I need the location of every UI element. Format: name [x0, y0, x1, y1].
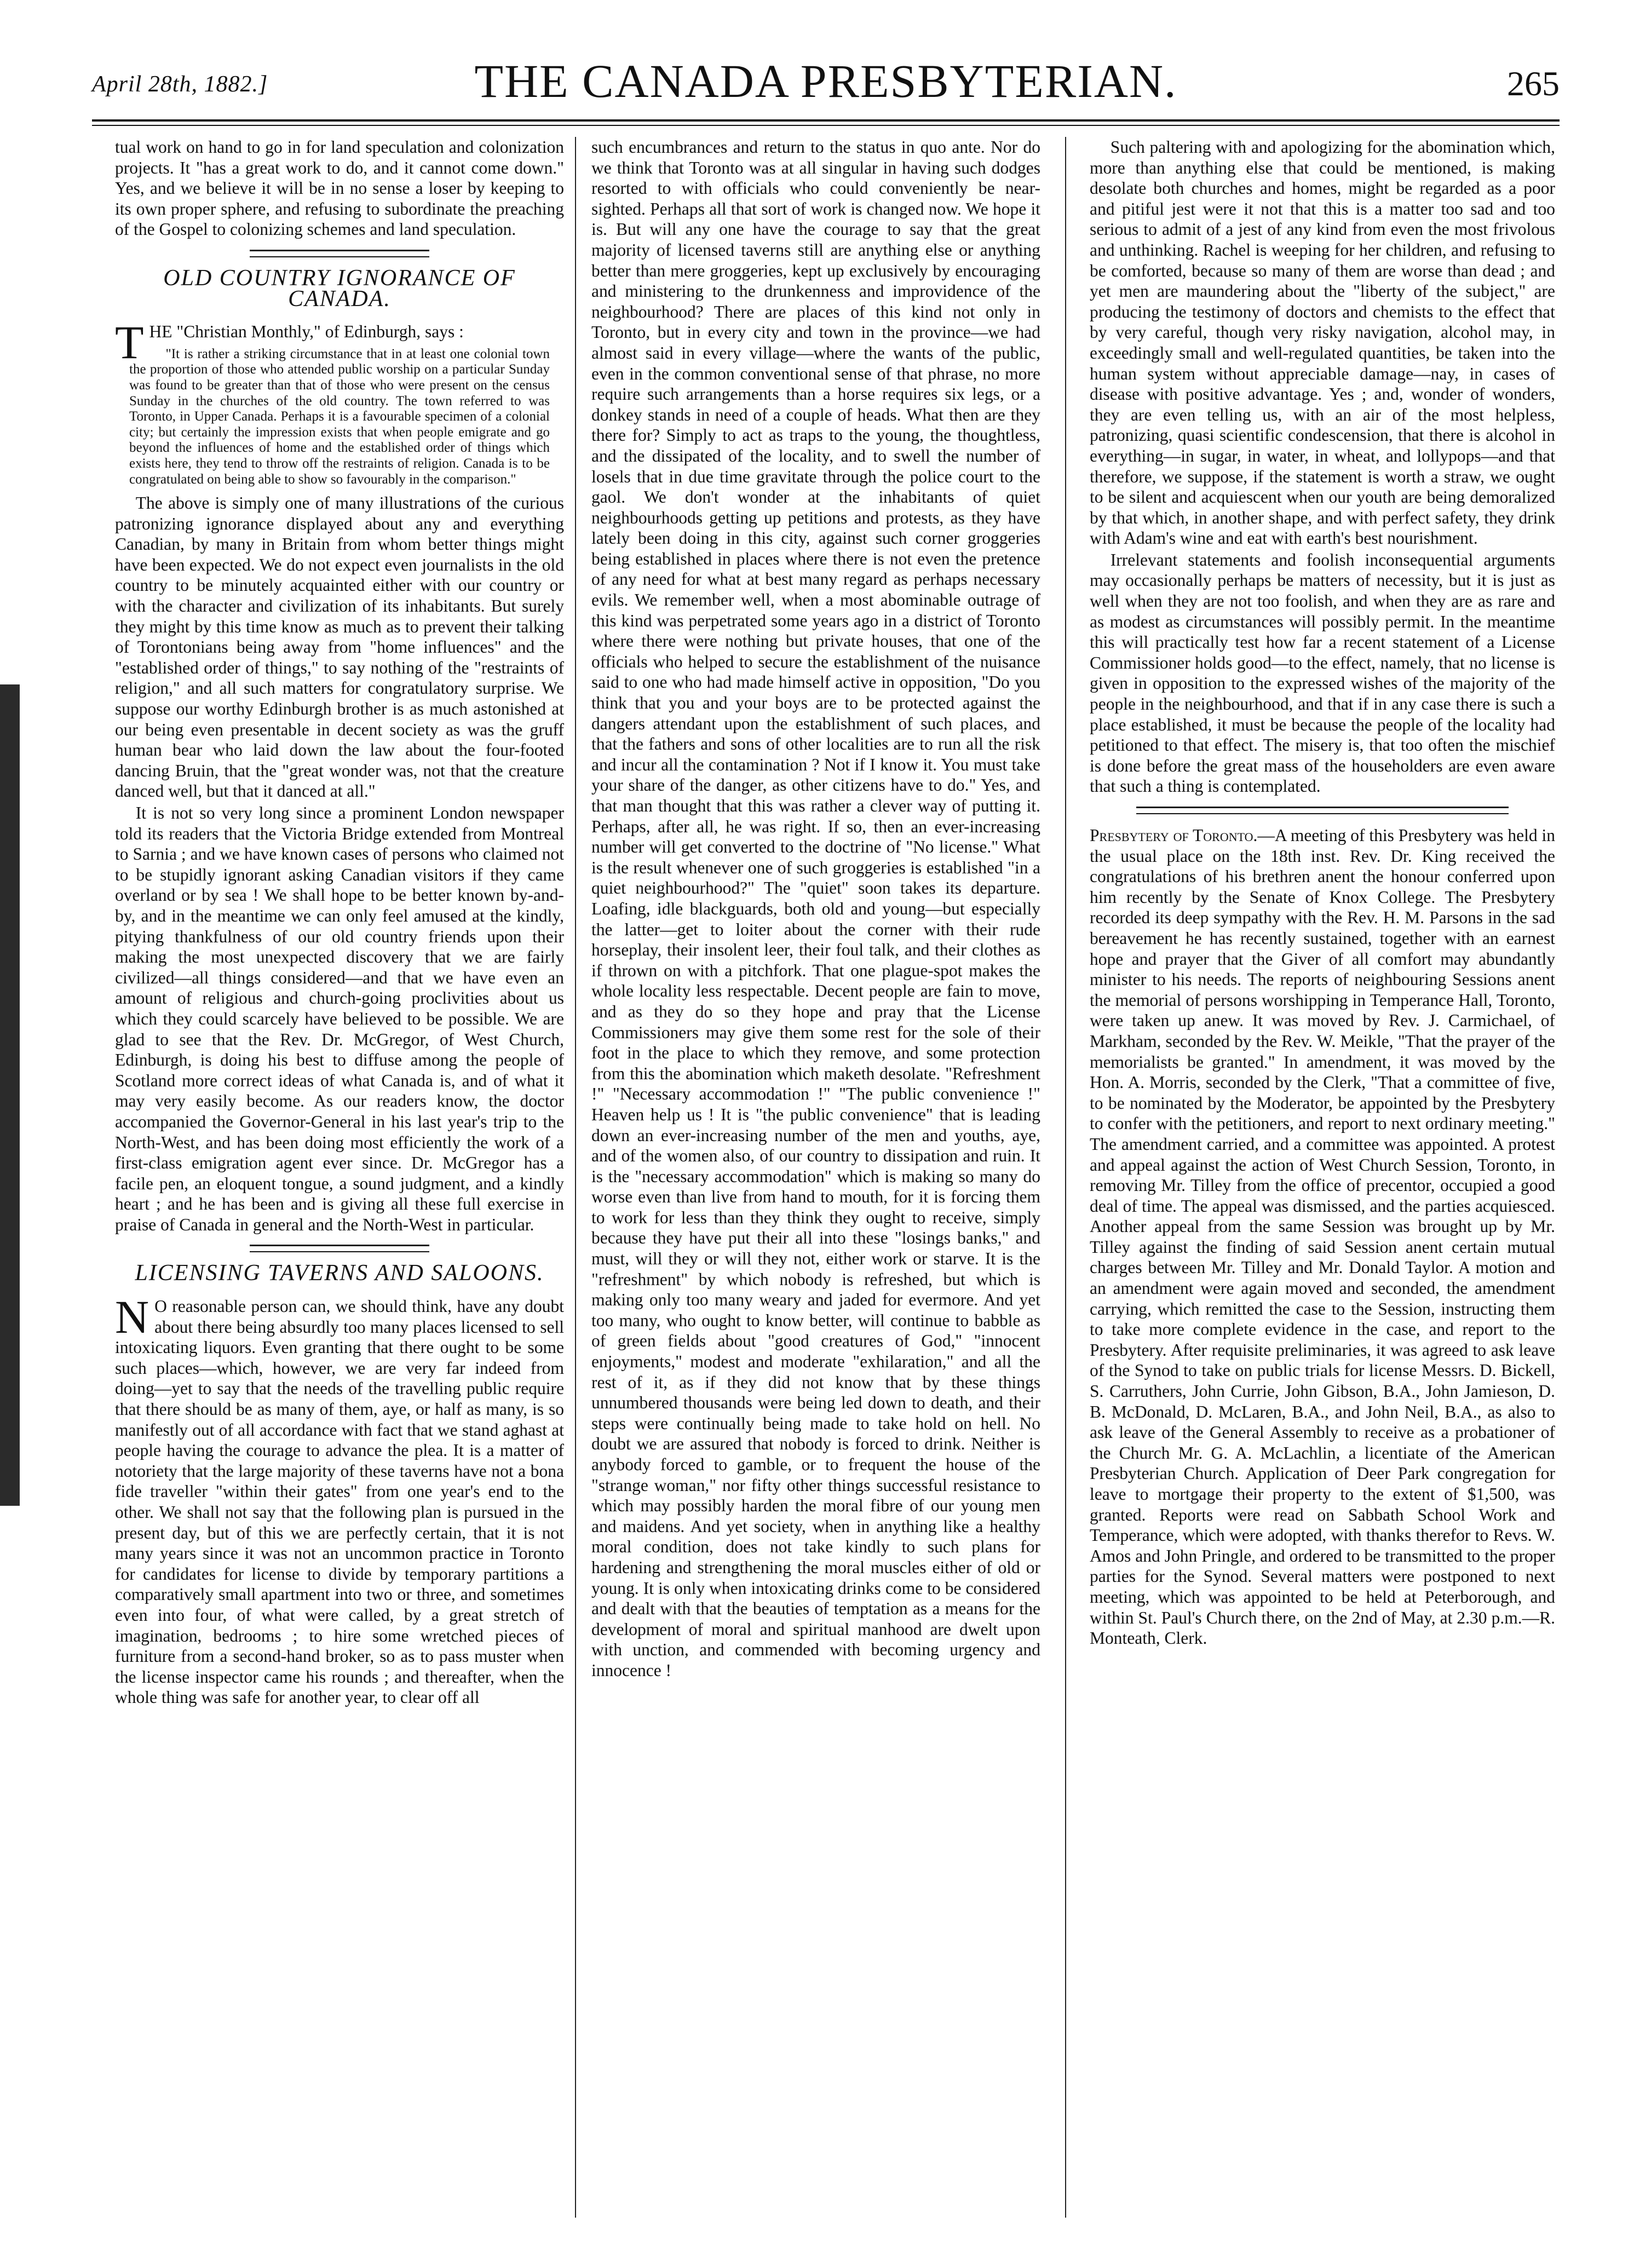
- article-opener: [115, 316, 564, 369]
- block-quote: "It is rather a striking circumstance that in at least one colonial town the proportion of those who attended public worship on a particular Sunday was found to be greater than that of those who were present on the census Sunday in the churches of the old country. The town referred to was Toronto, in Upper Canada. Perhaps it is a favourable specimen of a colonial city; but certainly the impression exists that when people emigrate and go beyond the influences of home and the established order of things which exists here, they tend to throw off the restraints of religion. Canada is to be congratulated on being able to show so favourably in the comparison.": [129, 346, 550, 487]
- column-3: [1090, 137, 1555, 1650]
- opener-text: O reasonable person can, we should think, have any doubt about there being absurdly too many places licensed to sell intoxicating liquors. Even granting that there ought to be some such places—which, however, we are very far indeed from doing—yet to say that the needs of the travelling public require that there should be as many of them, aye, or half as many, is so manifestly out of all accordance with fact that we stand aghast at people having the courage to advance the plea. It is a matter of notoriety that the large majority of these taverns have not a bona fide traveller "within their gates" from one year's end to the other. We shall not say that the following plan is pursued in the present day, but of this we are perfectly certain, that it is not many years since it was not an uncommon practice in Toronto for candidates for license to divide by temporary partitions a comparatively small apartment into two or three, and sometimes even into four, of what were called, by a great stretch of imagination, bedrooms ; to hire some wretched pieces of furniture from a second-hand broker, so as to pass muster when the license inspector came his rounds ; and thereafter, when the whole thing was safe for another year, to clear off all: [115, 1297, 564, 1707]
- paragraph: It is not so very long since a prominent London newspaper told its readers that the Victoria Bridge extended from Montreal to Sarnia ; and we have known cases of persons who claimed not to be stupidly ignorant asking Canadian visitors if they came overland or by sea ! We shall hope to be better known by-and-by, and in the meantime we can only feel amused at the kindly, pitying thankfulness of our old country friends upon their making the most unexpected discovery that we are fairly civilized—all things considered—and that we have even an amount of religious and church-going proclivities about us which they could scarcely have believed to be possible. We are glad to see that the Rev. Dr. McGregor, of West Church, Edinburgh, is doing his best to diffuse among the people of Scotland more correct ideas of what Canada is, and of what it may very easily become. As our readers know, the doctor accompanied the Governor-General in his last year's trip to the North-West, and has been doing most efficiently the work of a first-class emigration agent ever since. Dr. McGregor has a facile pen, an eloquent tongue, a sound judgment, and a kindly heart ; and he has been and is giving all these full exercise in praise of Canada in general and the North-West in particular.: [115, 803, 564, 1234]
- presbytery-notice: [1090, 825, 1555, 1649]
- paragraph: Irrelevant statements and foolish inconsequential arguments may occasionally perhaps be matters of necessity, but it is just as well when they are not too foolish, and when they are as rare and as modest as circumstances will possibly permit. In the meantime this will practically test how far a recent statement of a License Commissioner holds good—to the effect, namely, that no license is given in opposition to the expressed wishes of the majority of the people in the neighbourhood, and that if in any case there is such a place established, it must be because the people of the locality had petitioned to that effect. The misery is, that too often the mischief is done before the great mass of the householders are even aware that such a thing is contemplated.: [1090, 550, 1555, 796]
- opener-text: HE "Christian Monthly," of Edinburgh, says :: [149, 322, 464, 342]
- article-heading-licensing: LICENSING TAVERNS AND SALOONS.: [135, 1260, 544, 1286]
- section-rule: [250, 250, 429, 257]
- scan-edge-shadow: [0, 684, 20, 1506]
- section-rule: [1136, 807, 1509, 814]
- drop-cap: N: [115, 1291, 149, 1344]
- paragraph: such encumbrances and return to the status in quo ante. Nor do we think that Toronto was at all singular in having such dodges resorted to with officials who could conveniently be near-sighted. Perhaps all that sort of work is changed now. We hope it is. But will any one have the courage to say that the great majority of licensed taverns still are anything else or anything better than mere groggeries, kept up exclusively by encouraging and ministering to the drunkenness and improvidence of the neighbourhood? There are places of this kind not only in Toronto, but in every city and town in the province—we had almost said in every village—where the wants of the public, even in the common conventional sense of that phrase, no more require such arrangements than a horse requires six legs, or a donkey stands in need of a couple of heads. What then are they there for? Simply to act as traps to the young, the thoughtless, and the dissipated of the locality, and to swell the number of losels that in due time gravitate through the police court to the gaol. We don't wonder at the inhabitants of quiet neighbourhoods getting up petitions and protests, as they have lately been doing in this city, against such corner groggeries being established in places where there is not even the pretence of any need for what at best many regard as perhaps necessary evils. We remember well, when a most abominable outrage of this kind was perpetrated some years ago in a district of Toronto where there were nothing but private houses, that one of the officials who helped to secure the establishment of the nuisance said to one who had made himself active in opposition, "Do you think that you and your boys are to be protected against the dangers attendant upon the establishment of such places, and that the fathers and sons of other localities are to run all the risk and incur all the contamination ? Not if I know it. You must take your share of the danger, as other citizens have to do." Yes, and that man thought that this was rather a clever way of putting it. Perhaps, after all, he was right. If so, then an ever-increasing number will get converted to the doctrine of "No license." What is the result whenever one of such groggeries is established "in a quiet neighbourhood?" The "quiet" soon takes its departure. Loafing, idle blackguards, both old and young—but especially the latter—get to loiter about the corner with their rude horseplay, their insolent leer, their foul talk, and their clothes as if thrown on with a pitchfork. That one plague-spot makes the whole locality less respectable. Decent people are fain to move, and as they do so they hope and pray that the License Commissioners may give them some rest for the sole of their foot in the place to which they remove, and some protection from this the abomination which maketh desolate. "Refreshment !" "Necessary accommodation !" "The public convenience !" Heaven help us ! It is "the public convenience" that is leading down an ever-increasing number of the men and youths, aye, and of the women also, of our country to dissipation and ruin. It is the "necessary accommodation" which is making so many do worse even than live from hand to mouth, for it is forcing them to work for less than they think they ought to receive, simply because they have put their all into these "losings banks," and must, will they or will they not, either work or starve. It is the "refreshment" by which nobody is refreshed, but which is making only too many weary and jaded for evermore. And yet too many, who ought to know better, will continue to babble as of green fields about "good creatures of God," "innocent enjoyments," modest and moderate "exhilaration," and all the rest of it, as if they did not know that by these things unnumbered thousands were being led down to death, and their steps were continually being made to take hold on hell. No doubt we are assured that nobody is forced to drink. Neither is anybody forced to gamble, or to frequent the house of the "strange woman," nor fifty other things successful resistance to which may possibly harden the moral fibre of our young men and maidens. And yet society, when in anything like a healthy moral condition, does not take kindly to such plans for hardening and strengthening the moral muscles either of old or young. It is only when intoxicating drinks come to be considered and dealt with that the beauties of temptation as a means for the development of moral and spiritual manhood are dwelt upon with unction, and commended with becoming urgency and innocence !: [591, 137, 1040, 1680]
- drop-cap: T: [115, 316, 144, 369]
- header-rule-top: [92, 119, 1560, 122]
- article-opener: [115, 1291, 564, 1708]
- article-heading-old-country: OLD COUNTRY IGNORANCE OF CANADA.: [163, 265, 516, 312]
- column-divider-2: [1065, 137, 1066, 2218]
- page-header: [92, 43, 1560, 125]
- paragraph: The above is simply one of many illustrations of the curious patronizing ignorance displayed about any and everything Canadian, by many in Britain from whom better things might have been expected. We do not expect even journalists in the old country to be minutely acquainted either with our country or with the character and civilization of its inhabitants. But surely they might by this time know as much as to prevent their talking of Torontonians being away from "home influences" and the "established order of things," to say nothing of the "restraints of religion," and all such matters for congratulatory surprise. We suppose our worthy Edinburgh brother is as much astonished at our being even presentable in decent society as was the gruff human bear who laid down the law about the four-footed dancing Bruin, that the "great wonder was, not that the creature danced well, but that it danced at all.": [115, 493, 564, 801]
- newspaper-title: THE CANADA PRESBYTERIAN.: [474, 55, 1177, 107]
- continued-paragraph: tual work on hand to go in for land speculation and colonization projects. It "has a great work to do, and it cannot come down." Yes, and we believe it will be in no sense a loser by keeping to its own proper sphere, and refusing to subordinate the preaching of the Gospel to colonizing schemes and land speculation.: [115, 137, 564, 239]
- column-1: [115, 137, 564, 1709]
- issue-date: April 28th, 1882.]: [92, 72, 268, 97]
- notice-body: —A meeting of this Presbytery was held in the usual place on the 18th inst. Rev. Dr. King received the congratulations of his brethren anent the honour conferred upon him recently by the Senate of Knox College. The Presbytery recorded its deep sympathy with the Rev. H. M. Parsons in the sad bereavement he has recently sustained, together with an earnest hope and prayer that the Giver of all comfort may abundantly minister to his needs. The reports of neighbouring Sessions anent the memorial of persons worshipping in Temperance Hall, Toronto, were taken up anew. It was moved by Rev. J. Carmichael, of Markham, seconded by the Rev. W. Meikle, "That the prayer of the memorialists be granted." In amendment, it was moved by the Hon. A. Morris, seconded by the Clerk, "That a committee of five, to be nominated by the Moderator, be appointed by the Presbytery to confer with the petitioners, and report to next ordinary meeting." The amendment carried, and a committee was appointed. A protest and appeal against the action of West Church Session, Toronto, in removing Mr. Tilley from the office of precentor, occupied a good deal of time. The appeal was dismissed, and the parties acquiesced. Another appeal from the same Session was brought up by Mr. Tilley against the finding of said Session anent certain mutual charges between Mr. Tilley and Mr. Donald Taylor. A motion and an amendment were again moved and seconded, the amendment carrying, which remitted the case to the Session, instructing them to take more complete evidence in the case, and report to the Presbytery. After requisite preliminaries, it was agreed to ask leave of the Synod to take on public trials for license Messrs. D. Bickell, S. Carruthers, John Currie, John Gibson, B.A., John Jamieson, D. B. McDonald, D. McLaren, B.A., and John Neil, B.A., as also to ask leave of the General Assembly to receive as a probationer of the Church Mr. G. A. McLachlin, a licentiate of the American Presbyterian Church. Application of Deer Park congregation for leave to mortgage their property to the extent of $1,500, was granted. Reports were read on Sabbath School Work and Temperance, which were adopted, with thanks therefor to Revs. W. Amos and John Pringle, and ordered to be transmitted to the proper parties for the Synod. Several matters were postponed to next meeting, which was appointed to be held at Peterborough, and within St. Paul's Church there, on the 2nd of May, at 2.30 p.m.—R. Monteath, Clerk.: [1090, 826, 1555, 1648]
- page-number: 265: [1507, 64, 1560, 103]
- section-rule: [250, 1245, 429, 1252]
- column-divider-1: [575, 137, 576, 2218]
- header-rule-bottom: [92, 125, 1560, 126]
- notice-heading: Presbytery of Toronto.: [1090, 826, 1258, 845]
- column-2: [591, 137, 1040, 1682]
- paragraph: Such paltering with and apologizing for the abomination which, more than anything else that could be mentioned, is making desolate both churches and homes, might be regarded as a poor and pitiful jest were it not that this is a matter too sad and too serious to admit of a jest of any kind from even the most frivolous and unthinking. Rachel is weeping for her children, and refusing to be comforted, because so many of them are worse than dead ; and yet men are maundering about the "liberty of the subject," are producing the testimony of doctors and chemists to the effect that by very careful, though very risky navigation, alcohol may, in exceedingly small and well-regulated quantities, be taken into the human system without appreciable damage—nay, in cases of disease with positive advantage. Yes ; and, wonder of wonders, they are even telling us, with an air of the most helpless, patronizing, quasi scientific condescension, that there is alcohol in everything—in sugar, in water, in wheat, and lollypops—and that therefore, we suppose, if the statement is worth a straw, we ought to be silent and acquiescent when our youth are being demoralized by that which, in another shape, and with perfect safety, they drink with Adam's wine and eat with earth's best nourishment.: [1090, 137, 1555, 548]
